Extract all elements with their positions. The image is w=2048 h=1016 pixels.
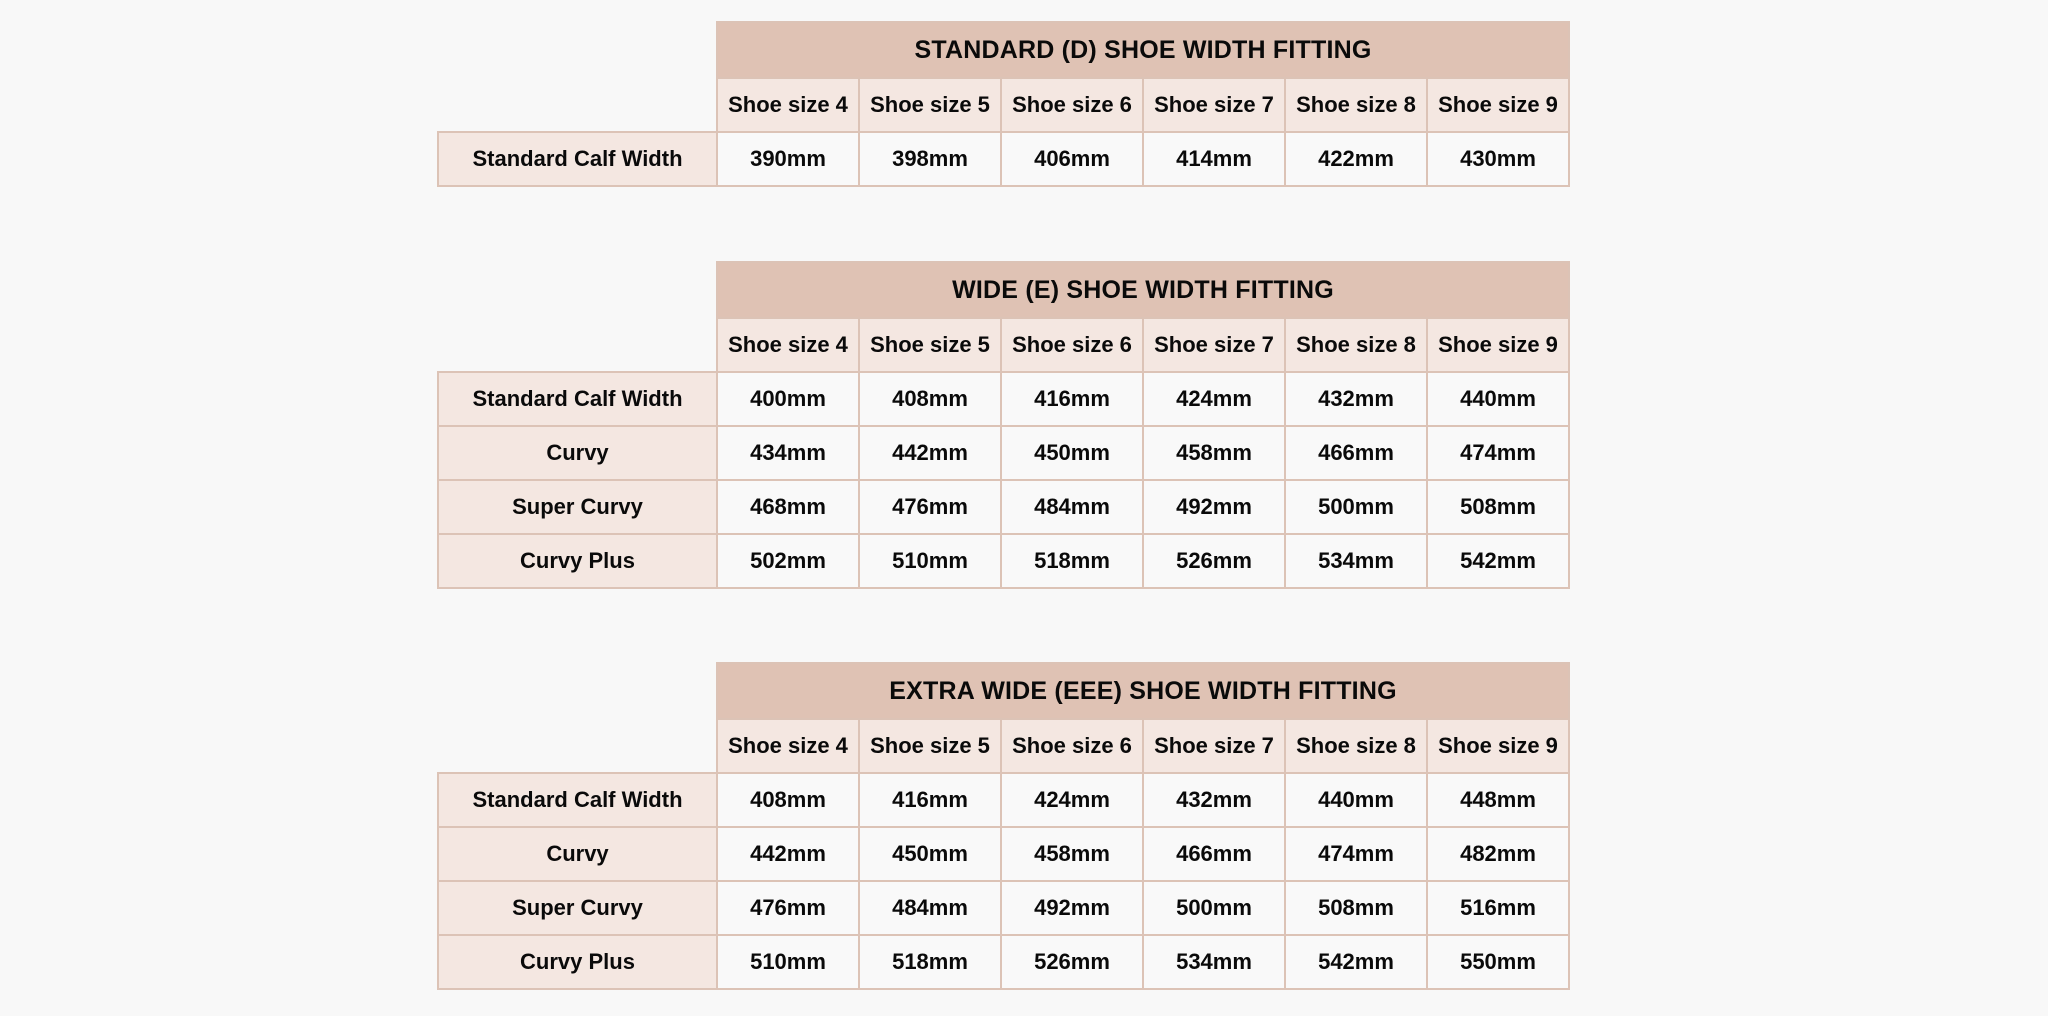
table-header-row — [438, 719, 1569, 773]
column-header: Shoe size 9 — [1427, 318, 1569, 372]
table-title: EXTRA WIDE (EEE) SHOE WIDTH FITTING — [717, 663, 1569, 719]
table-cell: 432mm — [1285, 372, 1427, 426]
size-table-extra-wide — [437, 662, 1570, 990]
table-cell: 466mm — [1143, 827, 1285, 881]
table-corner — [438, 262, 717, 318]
table-header-row — [438, 78, 1569, 132]
table-cell: 516mm — [1427, 881, 1569, 935]
column-header: Shoe size 8 — [1285, 78, 1427, 132]
table-cell: 432mm — [1143, 773, 1285, 827]
column-header: Shoe size 5 — [859, 318, 1001, 372]
row-label: Standard Calf Width — [438, 132, 717, 186]
column-header: Shoe size 7 — [1143, 318, 1285, 372]
table-corner — [438, 719, 717, 773]
table-cell: 442mm — [717, 827, 859, 881]
table-cell: 424mm — [1143, 372, 1285, 426]
table-cell: 424mm — [1001, 773, 1143, 827]
column-header: Shoe size 8 — [1285, 719, 1427, 773]
table-row — [438, 881, 1569, 935]
table-cell: 458mm — [1143, 426, 1285, 480]
table-cell: 414mm — [1143, 132, 1285, 186]
table-cell: 448mm — [1427, 773, 1569, 827]
table-corner — [438, 663, 717, 719]
table-cell: 550mm — [1427, 935, 1569, 989]
table-corner — [438, 318, 717, 372]
column-header: Shoe size 4 — [717, 318, 859, 372]
table-cell: 400mm — [717, 372, 859, 426]
row-label: Curvy Plus — [438, 935, 717, 989]
table-cell: 484mm — [859, 881, 1001, 935]
table-cell: 518mm — [1001, 534, 1143, 588]
column-header: Shoe size 4 — [717, 719, 859, 773]
table-cell: 434mm — [717, 426, 859, 480]
table-cell: 474mm — [1427, 426, 1569, 480]
table-corner — [438, 78, 717, 132]
table-cell: 458mm — [1001, 827, 1143, 881]
column-header: Shoe size 9 — [1427, 78, 1569, 132]
table-title-row — [438, 663, 1569, 719]
row-label: Curvy Plus — [438, 534, 717, 588]
table-row — [438, 534, 1569, 588]
table-cell: 450mm — [859, 827, 1001, 881]
table-cell: 476mm — [717, 881, 859, 935]
table-row — [438, 480, 1569, 534]
table-cell: 492mm — [1143, 480, 1285, 534]
table-cell: 398mm — [859, 132, 1001, 186]
table-row — [438, 935, 1569, 989]
table-cell: 500mm — [1285, 480, 1427, 534]
column-header: Shoe size 6 — [1001, 78, 1143, 132]
table-corner — [438, 22, 717, 78]
table-cell: 518mm — [859, 935, 1001, 989]
table-cell: 416mm — [1001, 372, 1143, 426]
table-cell: 406mm — [1001, 132, 1143, 186]
table-cell: 422mm — [1285, 132, 1427, 186]
row-label: Super Curvy — [438, 480, 717, 534]
table-cell: 492mm — [1001, 881, 1143, 935]
table-row — [438, 426, 1569, 480]
row-label: Curvy — [438, 426, 717, 480]
table-cell: 484mm — [1001, 480, 1143, 534]
table-cell: 508mm — [1427, 480, 1569, 534]
column-header: Shoe size 7 — [1143, 719, 1285, 773]
size-table-wide — [437, 261, 1570, 589]
row-label: Super Curvy — [438, 881, 717, 935]
table-cell: 408mm — [859, 372, 1001, 426]
table-cell: 390mm — [717, 132, 859, 186]
table-row — [438, 827, 1569, 881]
table-cell: 430mm — [1427, 132, 1569, 186]
table-cell: 440mm — [1285, 773, 1427, 827]
table-cell: 468mm — [717, 480, 859, 534]
table-cell: 526mm — [1143, 534, 1285, 588]
table-cell: 526mm — [1001, 935, 1143, 989]
table-title-row — [438, 262, 1569, 318]
row-label: Curvy — [438, 827, 717, 881]
table-header-row — [438, 318, 1569, 372]
table-cell: 440mm — [1427, 372, 1569, 426]
table-row — [438, 372, 1569, 426]
column-header: Shoe size 9 — [1427, 719, 1569, 773]
table-cell: 482mm — [1427, 827, 1569, 881]
table-cell: 408mm — [717, 773, 859, 827]
table-cell: 466mm — [1285, 426, 1427, 480]
table-cell: 500mm — [1143, 881, 1285, 935]
table-cell: 542mm — [1285, 935, 1427, 989]
size-table-standard — [437, 21, 1570, 187]
column-header: Shoe size 5 — [859, 719, 1001, 773]
table-title: STANDARD (D) SHOE WIDTH FITTING — [717, 22, 1569, 78]
table-title: WIDE (E) SHOE WIDTH FITTING — [717, 262, 1569, 318]
column-header: Shoe size 5 — [859, 78, 1001, 132]
table-cell: 450mm — [1001, 426, 1143, 480]
table-row — [438, 773, 1569, 827]
table-cell: 442mm — [859, 426, 1001, 480]
row-label: Standard Calf Width — [438, 372, 717, 426]
column-header: Shoe size 8 — [1285, 318, 1427, 372]
column-header: Shoe size 6 — [1001, 719, 1143, 773]
column-header: Shoe size 6 — [1001, 318, 1143, 372]
table-cell: 502mm — [717, 534, 859, 588]
table-cell: 510mm — [717, 935, 859, 989]
column-header: Shoe size 7 — [1143, 78, 1285, 132]
table-cell: 510mm — [859, 534, 1001, 588]
table-cell: 534mm — [1285, 534, 1427, 588]
row-label: Standard Calf Width — [438, 773, 717, 827]
table-cell: 474mm — [1285, 827, 1427, 881]
table-cell: 542mm — [1427, 534, 1569, 588]
column-header: Shoe size 4 — [717, 78, 859, 132]
table-cell: 416mm — [859, 773, 1001, 827]
table-cell: 534mm — [1143, 935, 1285, 989]
table-cell: 508mm — [1285, 881, 1427, 935]
table-cell: 476mm — [859, 480, 1001, 534]
table-row — [438, 132, 1569, 186]
table-title-row — [438, 22, 1569, 78]
